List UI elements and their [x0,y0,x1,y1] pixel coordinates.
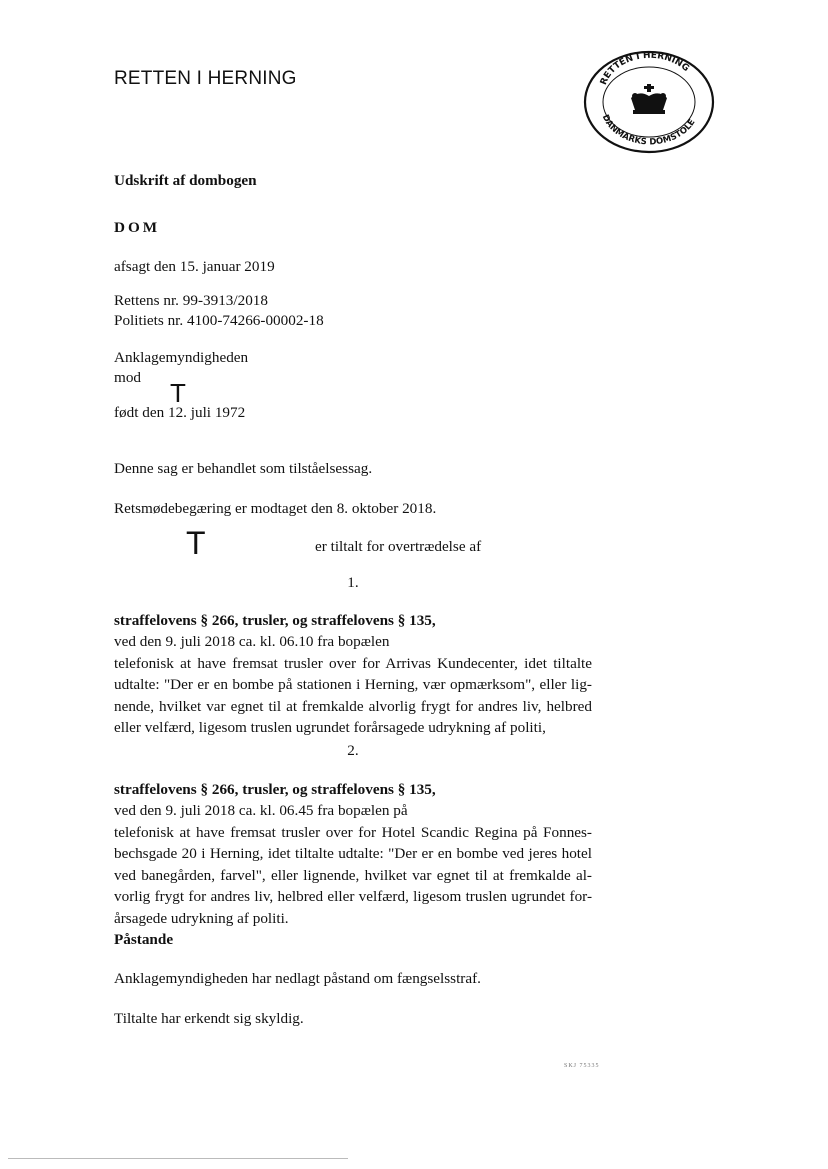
scan-edge-line [8,1158,348,1159]
count-2-line: ved den 9. juli 2018 ca. kl. 06.45 fra bopælen på [114,802,408,819]
document-number: SKJ 75335 [564,1063,600,1069]
prosecution-label: Anklagemyndigheden [114,349,249,366]
count-2-line: telefonisk at have fremsat trusler over for Hotel Scandic Regina på Fonnes- [114,823,592,841]
court-seal [583,48,715,158]
count-2-line: årsagede udrykning af politi. [114,909,289,927]
hearing-request: Retsmødebegæring er modtaget den 8. oktober 2018. [114,500,437,517]
count-1-line: eller velfærd, ligesom truslen ugrundet forårsagede udrykning af politi, [114,719,546,736]
count-1-heading: straffelovens § 266, trusler, og straffelovens § 135, [114,612,436,629]
against-label: mod [114,369,142,386]
seal-bottom-text: DANMARKS DOMSTOLE [599,113,698,148]
seal-top-text: RETTEN I HERNING [598,50,691,87]
claims-heading: Påstande [114,931,174,948]
count-1-number: 1. [347,574,359,591]
svg-text:DANMARKS DOMSTOLE [600,113,698,147]
doc-title: DOM [114,219,161,236]
charged-text: er tiltalt for overtrædelse af [315,538,482,555]
crown-icon [631,84,667,114]
guilty-plea: Tiltalte har erkendt sig skyldig. [114,1010,304,1027]
court-name: RETTEN I HERNING [114,68,297,89]
confession-case: Denne sag er behandlet som tilståelsessag. [114,460,373,477]
doc-subtitle: Udskrift af dombogen [114,172,257,189]
count-1-line: udtalte: "Der er en bombe på stationen i Herning, vær opmærksom", eller lig- [114,676,592,693]
count-1-body [114,631,592,739]
verdict-date: afsagt den 15. januar 2019 [114,258,275,275]
redaction-mark: T [170,378,186,408]
count-2-body [114,800,592,929]
count-1-line: telefonisk at have fremsat trusler over for Arrivas Kundecenter, idet tiltalte [114,654,592,672]
court-case-number: Rettens nr. 99-3913/2018 [114,292,268,309]
birth-date: født den 12. juli 1972 [114,404,246,421]
claim-text: Anklagemyndigheden har nedlagt påstand om fængselsstraf. [114,970,481,987]
police-case-number: Politiets nr. 4100-74266-00002-18 [114,312,324,329]
count-1-line: ved den 9. juli 2018 ca. kl. 06.10 fra bopælen [114,633,390,650]
count-2-line: bechsgade 20 i Herning, idet tiltalte udtalte: "Der er en bombe ved jeres hotel [114,845,592,862]
count-2-heading: straffelovens § 266, trusler, og straffelovens § 135, [114,781,436,798]
count-2-line: ved banegården, farvel", eller lignende, hvilket var egnet til at fremkalde al- [114,866,592,884]
count-1-line: nende, hvilket var egnet til at fremkalde alvorlig frygt for andres liv, helbred [114,697,592,715]
count-2-line: vorlig frygt for andres liv, helbred eller velfærd, ligesom truslen ugrundet for- [114,888,592,905]
redaction-mark-2: T [186,525,206,561]
count-2-number: 2. [347,742,359,759]
